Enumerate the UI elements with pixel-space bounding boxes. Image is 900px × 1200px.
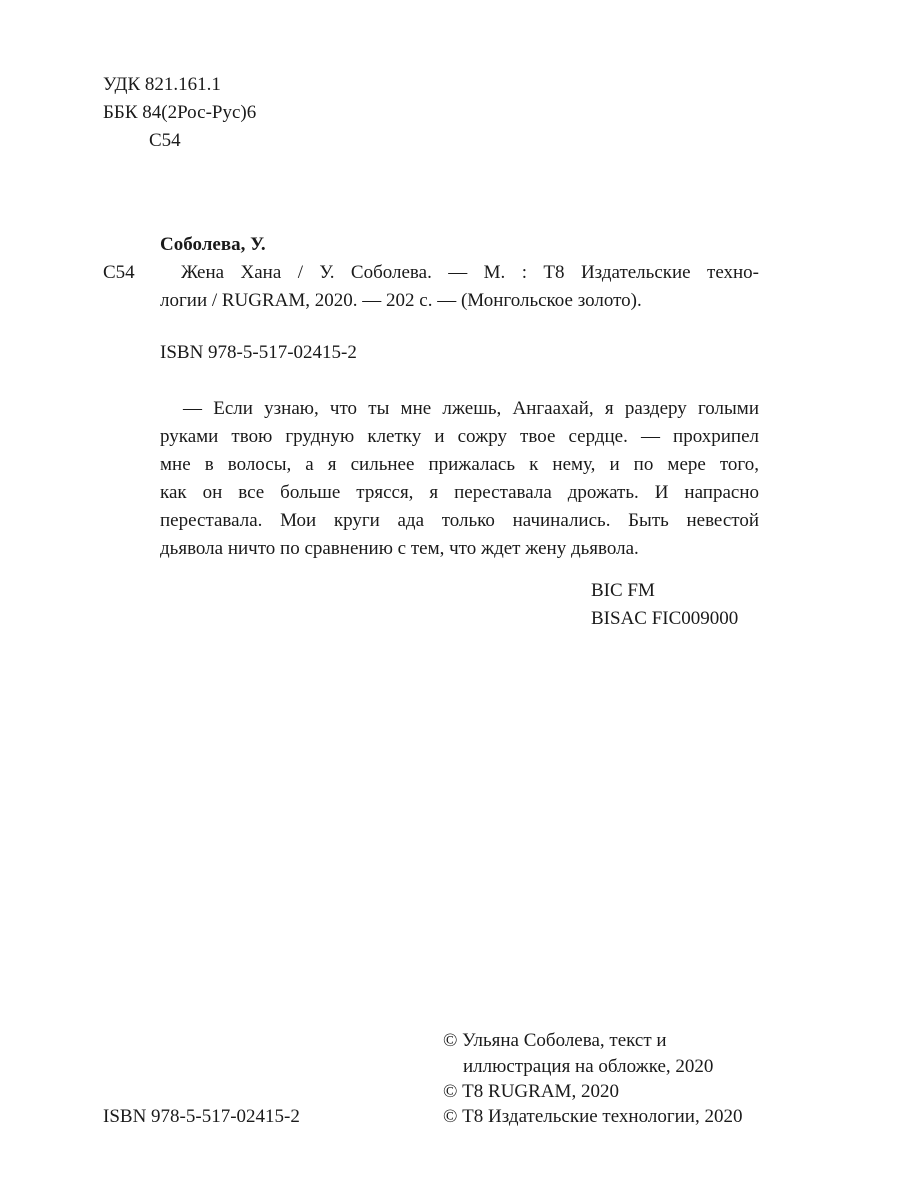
udk-code: УДК 821.161.1 xyxy=(103,74,221,95)
copyright-line: иллюстрация на обложке, 2020 xyxy=(463,1056,714,1077)
annotation-line: — Если узнаю, что ты мне лжешь, Ангаахай, я раздеру голыми xyxy=(183,398,759,419)
bisac-code: BISAC FIC009000 xyxy=(591,608,739,629)
copyright-line: © Ульяна Соболева, текст и xyxy=(443,1030,667,1051)
record-description-line-2: логии / RUGRAM, 2020. — 202 с. — (Монгольское золото). xyxy=(160,290,642,311)
copyright-line: © Т8 Издательские технологии, 2020 xyxy=(443,1106,743,1127)
annotation-line: дьявола ничто по сравнению с тем, что ждет жену дьявола. xyxy=(160,538,639,559)
author-heading: Соболева, У. xyxy=(160,234,266,255)
record-description-line-1: Жена Хана / У. Соболева. — М. : Т8 Издательские техно- xyxy=(181,262,759,283)
annotation-line: мне в волосы, а я сильнее прижалась к нему, и по мере того, xyxy=(160,454,759,475)
bbk-code: ББК 84(2Рос-Рус)6 xyxy=(103,102,257,123)
annotation-line: как он все больше трясся, я переставала дрожать. И напрасно xyxy=(160,482,759,503)
footer-isbn: ISBN 978-5-517-02415-2 xyxy=(103,1106,300,1127)
bic-code: BIC FM xyxy=(591,580,655,601)
record-isbn: ISBN 978-5-517-02415-2 xyxy=(160,342,357,363)
author-mark: С54 xyxy=(149,130,181,151)
record-author-mark: С54 xyxy=(103,262,135,283)
annotation-line: руками твою грудную клетку и сожру твое сердце. — прохрипел xyxy=(160,426,759,447)
annotation-line: переставала. Мои круги ада только начинались. Быть невестой xyxy=(160,510,759,531)
copyright-line: © Т8 RUGRAM, 2020 xyxy=(443,1081,619,1102)
